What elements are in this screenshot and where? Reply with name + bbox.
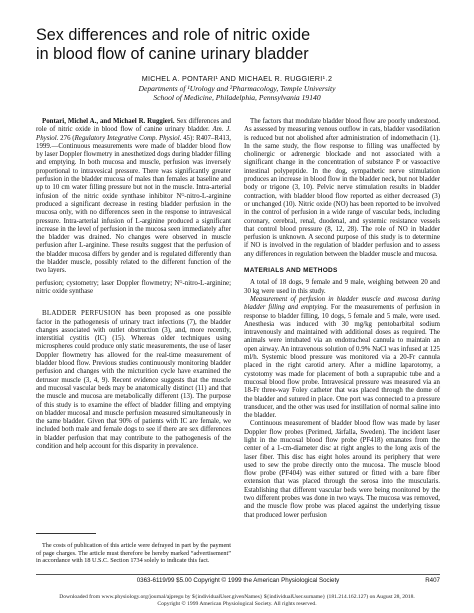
abstract-pages: 45): R407–R413, 1999. [36,134,232,150]
introduction-paragraph [36,310,231,451]
footer-divider [36,574,440,575]
download-line-1: Downloaded from www.physiology.org/journal/ajpregu by ${individualUser.givenNames} ${individualUser.surname} (181.214.162.127) on August 28, 2018. [59,594,415,600]
abstract-body: —Continuous measurements were made of bladder blood flow by laser Doppler flowmetry in anesthetized dogs during bladder filling and emptying. In both mucosa and muscle, perfusion was inversely proportional to intravesical pressure. There was significantly greater perfusion in the bladder mucosa of males than females at baseline and up to 10 cm water filling pressure but not in the muscle. Intra-arterial infusion of the nitric oxide synthase inhibitor Nᴳ-nitro-L-arginine produced a significant decrease in resting bladder perfusion in the mucosa only, with no differences seen in the response to intravesical pressure. Intra-arterial infusion of L-arginine produced a significant increase in the level of perfusion in the mucosa seen immediately after the bladder was drained. No changes were observed in muscle perfusion after L-arginine. These results suggest that the perfusion of the bladder mucosa differs by gender and is regulated differently than the bladder muscle, possibly related to the different function of the two layers. [36,142,231,275]
keywords: perfusion; cystometry; laser Doppler flowmetry; Nᴳ-nitro-L-arginine; nitric oxide synthase [36,279,231,295]
copyright-line: 0363-6119/99 $5.00 Copyright © 1999 the American Physiological Society [136,577,340,584]
abstract-citation-authors: Pontari, Michel A., and Michael R. Ruggieri. [42,118,175,125]
body-paragraph-measurement [244,296,440,420]
author-list: MICHEL A. PONTARI¹ AND MICHAEL R. RUGGIERI¹˒2 [141,74,333,83]
intro-body: has been proposed as one possible factor in the pathogenesis of urinary tract infections (7), the bladder changes associated with outlet obstruction (3), and, more recently, interstitial cystitis (IC) (15). Whereas older techniques using microspheres could produce only static measurements, the use of laser Doppler flowmetry has allowed for the real-time measurement of bladder blood flow. Previous studies continuously monitoring bladder perfusion and changes with the micturition cycle have examined the detrusor muscle (3, 4, 9). Recent evidence suggests that the muscle and mucosal vascular beds may be anatomically distinct (11) and that the muscle and mucosa are metabolically different (13). The purpose of this study is to examine the effect of bladder filling and emptying on bladder mucosal and muscle perfusion measured simultaneously in the same bladder. Given that 90% of patients with IC are female, we included both male and female dogs to see if there are sex differences in bladder perfusion that may contribute to the pathogenesis of the condition and help account for this disparity in prevalence. [36,310,231,450]
download-line-2: Copyright © 1999 American Physiological Society. All rights reserved. [157,601,317,607]
affiliation-line-1: Departments of ¹Urology and ²Pharmacology, Temple University [138,84,336,93]
body-paragraph-1: The factors that modulate bladder blood flow are poorly understood. As assessed by measuring venous outflow in cats, bladder vasodilation is reduced but not abolished after administration of indomethacin (1). In the same study, the flow response to filling was unaffected by cholinergic or adrenergic blockade and not associated with a significant change in the concentration of substance P or vasoactive intestinal polypeptide. In the dog, sympathetic nerve stimulation produces an increase in blood flow in the bladder neck, but not bladder body or trigone (3, 10). Pelvic nerve stimulation results in bladder contraction, with bladder blood flow reported as either decreased (3) or unchanged (10). Nitric oxide (NO) has been reported to be involved in the control of perfusion in a wide range of vascular beds, including coronary, cerebral, renal, duodenal, and systemic resistance vessels that control blood pressure (8, 12, 28). The role of NO in bladder perfusion is unknown. A second purpose of this study is to determine if NO is involved in the regulation of bladder perfusion and to assess any differences in regulation between the bladder muscle and mucosa. [244,118,440,258]
subsection-title: Measurement of perfusion in bladder muscle and mucosa during bladder filling and emptying. [244,295,440,312]
publication-cost-footnote: The costs of publication of this article were defrayed in part by the payment of page charges. The article must therefore be hereby marked “advertisement” in accordance with 18 U.S.C. Section 1734 solely to indicate this fact. [36,542,231,565]
body-paragraph-animals: A total of 18 dogs, 9 female and 9 male, weighing between 20 and 30 kg were used in this study. [244,279,440,295]
page-footer [36,577,440,586]
measurement-body: For the measurements of perfusion in response to bladder filling, 10 dogs, 5 female and 5 male, were used. Anesthesia was induced with 30 mg/kg pentobarbital sodium intravenously and maintained with additional doses as required. The animals were intubated via an endotracheal cannula to maintain an open airway. An intravenous solution of 0.9% NaCl was infused at 125 ml/h. Systemic blood pressure was monitored via a 20-Fr cannula placed in the right carotid artery. After a midline laparotomy, a cystotomy was made for placement of both a suprapubic tube and a mucosal blood flow probe. Intravesical pressure was measured via an 18-Fr three-way Foley catheter that was placed through the dome of the bladder and sutured in place. One port was connected to a pressure transducer, and the other was used for instillation of normal saline into the bladder. [244,304,440,420]
intro-lead-in: BLADDER PERFUSION [42,310,122,318]
abstract [36,118,231,276]
left-column [36,118,231,451]
title-line-2: in blood flow of canine urinary bladder [36,45,309,63]
title-line-1: Sex differences and role of nitric oxide [36,26,311,44]
abstract-journal: Am. J. Physiol. [36,126,231,142]
abstract-citation-title: Sex differences and role of nitric oxide in blood flow of canine urinary bladder. [36,118,232,134]
affiliation-line-2: School of Medicine, Philadelphia, Pennsylvania 19140 [153,93,321,102]
section-heading-methods: MATERIALS AND METHODS [244,267,338,275]
abstract-journal-section: Regulatory Integrative Comp. Physiol. [74,134,182,142]
abstract-volume: 276 ( [58,134,75,142]
body-paragraph-doppler: Continuous measurement of bladder blood flow was made by laser Doppler flow probes (Perimed, Järfalla, Sweden). The incident laser light in the mucosal blood flow probe (PF418) emanates from the center of a 1-cm-diameter disc at right angles to the long axis of the laser fiber. This disc has eight holes around its periphery that were used to sew the probe directly onto the mucosa. The muscle blood flow probe (PF404) was either sutured or fitted with a bare fiber extension that was placed through the serosa into the muscularis. Establishing that different vascular beds were being monitored by the two different probes was done in two ways. The mucosa was removed, and the muscle flow probe was placed against the underlying tissue that produced lower perfusion [244,420,440,519]
right-column [244,118,440,520]
page-number: R407 [425,577,440,584]
article-title [36,26,436,64]
download-notice [0,594,474,608]
footnote-divider [36,533,96,534]
